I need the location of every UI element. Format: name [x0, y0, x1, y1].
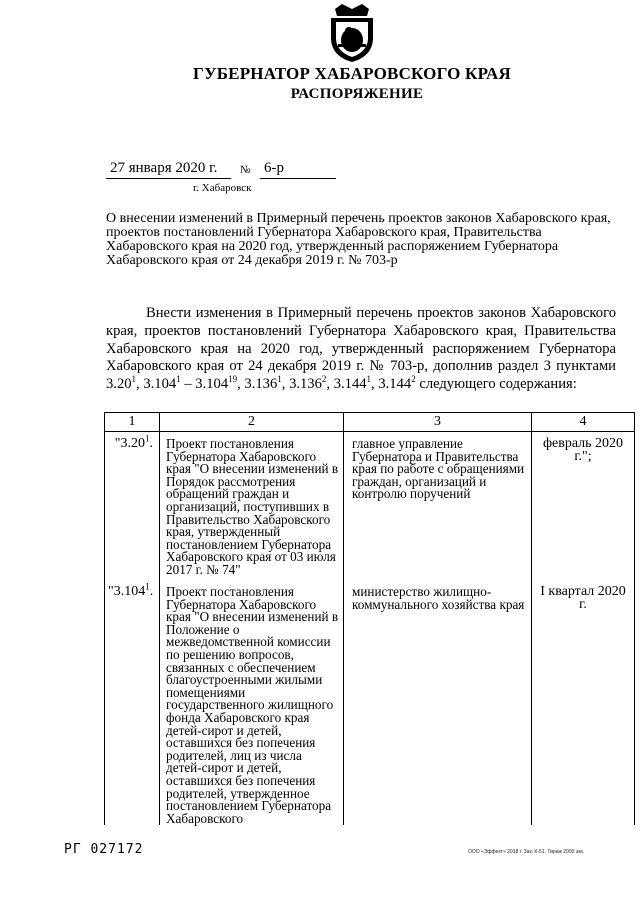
column-header: 1 [105, 413, 160, 432]
table-row [105, 432, 635, 581]
column-header: 2 [160, 413, 344, 432]
intro-paragraph: Внести изменения в Примерный перечень проектов законов Хабаровского края, проектов постановлений Губернатора Хабаровского края, Правительства Хабаровского края на 2020 год, утвержденный распоряжением Губернатора Хабаровского края от 24 декабря 2019 г. № 703-р, дополнив раздел 3 пунктами 3.20$^1$, 3.104$^1$ – 3.104$^{19}$, 3.136$^1$, 3.136$^2$, 3.144$^1$, 3.144$^2$ следующего содержания: [106, 305, 616, 393]
date-underline [106, 178, 231, 179]
table-header-row [105, 413, 635, 432]
amendments-table [104, 412, 635, 825]
item-number: "3.20$^1$. [105, 432, 160, 581]
item-number: "3.104$^1$. [105, 580, 160, 825]
item-deadline: февраль 2020 г."; [532, 432, 635, 581]
printing-info: ООО «Эффект» 2018 г. Зак. К-51. Тираж 2000 экз. [468, 849, 585, 855]
document-type: РАСПОРЯЖЕНИЕ [290, 86, 424, 102]
form-serial-number: РГ 027172 [64, 842, 144, 857]
document-subject: О внесении изменений в Примерный перечень проектов законов Хабаровского края, проектов постановлений Губернатора Хабаровского края, Правительства Хабаровского края на 2020 год, утвержденный распоряжением Губернатора Хабаровского края от 24 декабря 2019 г. № 703-р [106, 211, 611, 268]
column-header: 3 [344, 413, 532, 432]
item-responsible: главное управление Губернатора и Правительства края по работе с обращениями граждан, организаций и контролю поручений [344, 432, 532, 581]
number-label: № [240, 164, 251, 176]
item-deadline: I квартал 2020 г. [532, 580, 635, 825]
column-header: 4 [532, 413, 635, 432]
issuer-title: ГУБЕРНАТОР ХАБАРОВСКОГО КРАЯ [193, 64, 511, 83]
document-city: г. Хабаровск [193, 182, 252, 194]
document-date: 27 января 2020 г. [110, 160, 218, 176]
item-responsible: министерство жилищно-коммунального хозяйства края [344, 580, 532, 825]
item-title: Проект постановления Губернатора Хабаровского края "О внесении изменений в Положение о межведомственной комиссии по решению вопросов, связанных с обеспечением благоустроенными жилыми помещениями государственного жилищного фонда Хабаровского края детей-сирот и детей, оставшихся без попечения родителей, лиц из числа детей-сирот и детей, оставшихся без попечения родителей, утвержденное постановлением Губернатора Хабаровского [160, 580, 344, 825]
table-row [105, 580, 635, 825]
item-title: Проект постановления Губернатора Хабаровского края "О внесении изменений в Порядок рассмотрения обращений граждан и организаций, поступивших в Правительство Хабаровского края, утвержденный постановлением Губернатора Хабаровского края от 03 июля 2017 г. № 74" [160, 432, 344, 581]
number-underline [260, 178, 336, 179]
coat-of-arms-icon [327, 4, 377, 62]
document-number: 6-р [264, 160, 284, 176]
